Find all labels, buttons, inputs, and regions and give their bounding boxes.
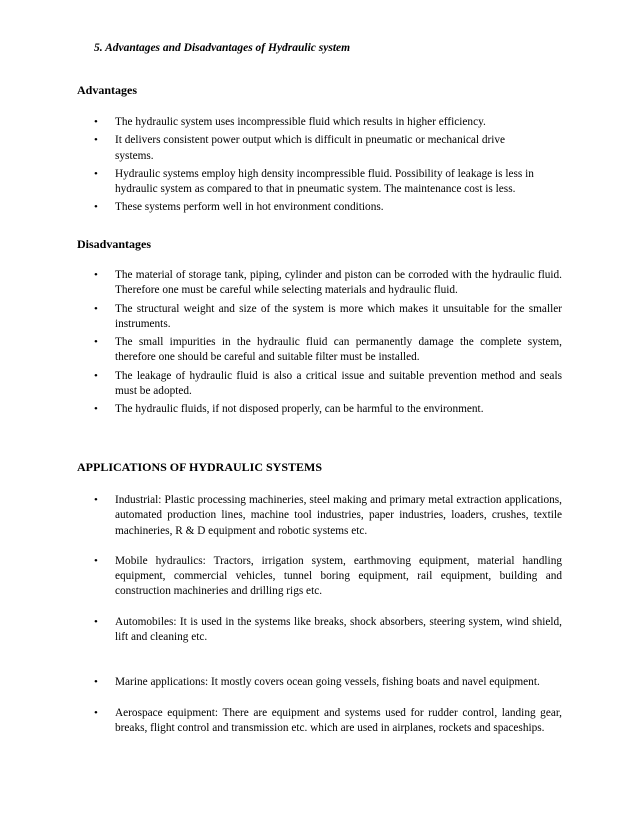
- list-item: • Hydraulic systems employ high density incompressible fluid. Possibility of leakage is less in hydraulic system as compared to that in pneumatic system. The maintenance cost is less.: [94, 167, 534, 198]
- advantages-heading: Advantages: [77, 83, 138, 97]
- section-title: 5. Advantages and Disadvantages of Hydraulic system: [94, 42, 351, 54]
- list-item: • The structural weight and size of the system is more which makes it unsuitable for the smaller instruments.: [94, 302, 562, 333]
- disadvantages-heading: Disadvantages: [77, 237, 152, 251]
- list-item: • It delivers consistent power output which is difficult in pneumatic or mechanical drive systems.: [94, 133, 534, 164]
- list-item: • Marine applications: It mostly covers ocean going vessels, fishing boats and navel equipment.: [94, 675, 562, 690]
- applications-list: [94, 493, 562, 736]
- list-item: • Mobile hydraulics: Tractors, irrigation system, earthmoving equipment, material handling equipment, commercial vehicles, tunnel boring equipment, rail equipment, building and construction machineries and drilling rigs etc.: [94, 554, 562, 600]
- advantages-list: [94, 115, 534, 216]
- list-item: • The leakage of hydraulic fluid is also a critical issue and suitable prevention method and seals must be adopted.: [94, 369, 562, 400]
- list-item: • Industrial: Plastic processing machineries, steel making and primary metal extraction applications, automated production lines, machine tool industries, paper industries, loaders, crushes, textile machineries, R & D equipment and robotic systems etc.: [94, 493, 562, 539]
- list-item: • Automobiles: It is used in the systems like breaks, shock absorbers, steering system, wind shield, lift and cleaning etc.: [94, 615, 562, 646]
- list-item: • These systems perform well in hot environment conditions.: [94, 200, 534, 215]
- list-item: • The hydraulic fluids, if not disposed properly, can be harmful to the environment.: [94, 402, 562, 417]
- list-item: • Aerospace equipment: There are equipment and systems used for rudder control, landing gear, breaks, flight control and transmission etc. which are used in airplanes, rockets and spaceships.: [94, 706, 562, 737]
- applications-heading: APPLICATIONS OF HYDRAULIC SYSTEMS: [77, 460, 323, 474]
- disadvantages-list: [94, 268, 562, 418]
- list-item: • The hydraulic system uses incompressible fluid which results in higher efficiency.: [94, 115, 534, 130]
- list-item: • The small impurities in the hydraulic fluid can permanently damage the complete system, therefore one should be careful and suitable filter must be installed.: [94, 335, 562, 366]
- list-item: • The material of storage tank, piping, cylinder and piston can be corroded with the hydraulic fluid. Therefore one must be careful while selecting materials and hydraulic fluid.: [94, 268, 562, 299]
